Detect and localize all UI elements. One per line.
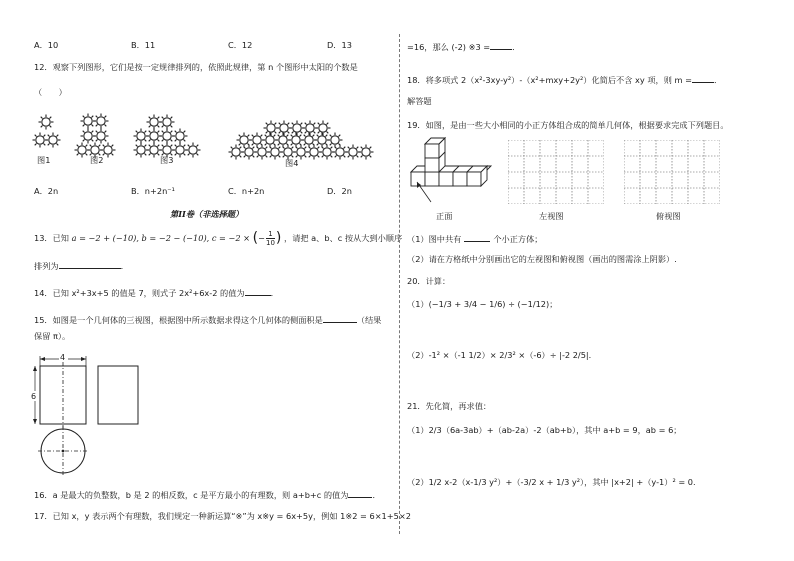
q13-line-1: 13．已知 a = −2 + (−10), b = −2 − (−10), c = −2 × (− $\frac{1}{10}$ ) ，请把 a、b、c 按从大到小顺序 <box>34 230 403 247</box>
q13-line-2: 排列为 . <box>34 261 124 271</box>
q13-suffix: ，请把 a、b、c 按从大到小顺序 <box>284 233 403 243</box>
q17-continued: =16，那么 (-2) ※3 = ． <box>407 42 521 52</box>
q15-line-1: 15．如图是一个几何体的三视图，根据图中所示数据求得这个几何体的侧面积是 （结果 <box>34 315 382 325</box>
figure-2 <box>75 114 116 158</box>
q11-option-d: D．13 <box>327 40 352 50</box>
q12-option-c: C．n+2n <box>228 186 265 196</box>
q13-fraction: $\frac{1}{10}$ <box>266 230 275 247</box>
q12-option-d: D．2n <box>327 186 352 196</box>
q20-sub1: （1）(−1/3 + 3/4 − 1/6) ÷ (−1/12)； <box>407 299 558 309</box>
top-view-grid <box>624 140 720 204</box>
column-divider <box>399 34 400 534</box>
dim-top-label: 4 <box>60 353 66 362</box>
q19-sub2: （2）请在方格纸中分别画出它的左视图和俯视图（画出的图需涂上阴影）. <box>407 254 677 264</box>
q17-answer-blank[interactable] <box>490 40 512 50</box>
q21-title: 21．先化简，再求值： <box>407 401 492 411</box>
q18-answer-blank[interactable] <box>692 73 714 83</box>
q16-answer-blank[interactable] <box>348 488 372 498</box>
q21-sub2: （2）1/2 x-2（x-1/3 y²）+（-3/2 x + 1/3 y²），其中 |x+2| +（y-1）² = 0. <box>407 477 696 487</box>
q19-cube-figure <box>405 136 505 214</box>
figure-4 <box>229 121 374 160</box>
figure-1 <box>33 115 61 148</box>
section-2-title: 第II卷（非选择题） <box>170 209 244 219</box>
q15-three-views <box>28 348 148 476</box>
q17: 17．已知 x，y 表示两个有理数，我们规定一种新运算“※”为 x※y = 6x+5y，例如 1※2 = 6×1+5×2 <box>34 511 411 521</box>
q11-option-b: B．11 <box>131 40 156 50</box>
left-view-grid <box>508 140 604 204</box>
q15-line-2: 保留 π）。 <box>34 331 71 341</box>
q19-sub1: （1）图中共有 个小正方体； <box>407 234 543 244</box>
figure-label-1: 图1 <box>37 155 51 165</box>
figure-3 <box>134 115 201 158</box>
figure-label-3: 图3 <box>160 155 174 165</box>
q19-answer-blank[interactable] <box>464 232 490 242</box>
label-front: 正面 <box>436 211 453 221</box>
dim-side-label: 6 <box>31 392 37 401</box>
figure-label-4: 图4 <box>285 158 299 168</box>
q14: 14．已知 x²+3x+5 的值是 7，则式子 2x²+6x-2 的值为 ． <box>34 288 279 298</box>
q11-option-c: C．12 <box>228 40 253 50</box>
q20-title: 20．计算： <box>407 276 451 286</box>
q12-paren: （ ） <box>34 87 67 97</box>
q12-option-b: B．n+2n⁻¹ <box>131 186 175 196</box>
q15-answer-blank[interactable] <box>323 313 357 323</box>
figure-label-2: 图2 <box>90 155 104 165</box>
q13-prefix: 13．已知 <box>34 233 69 243</box>
q20-sub2: （2）-1² ×（-1 1/2）× 2/3² ×（-6）÷ |-2 2/5|. <box>407 350 592 360</box>
q19-text: 19．如图，是由一些大小相同的小正方体组合成的简单几何体，根据要求完成下列题目。 <box>407 120 729 130</box>
q11-option-a: A．10 <box>34 40 59 50</box>
q14-answer-blank[interactable] <box>245 286 271 296</box>
side-view-rect <box>98 366 138 424</box>
q21-sub1: （1）2/3（6a-3ab）+（ab-2a）-2（ab+b），其中 a+b = 9，ab = 6； <box>407 425 682 435</box>
q18: 18．将多项式 2（x²-3xy-y²）-（x²+mxy+2y²）化简后不含 xy 项，则 m = ． <box>407 75 723 85</box>
q12-option-a: A．2n <box>34 186 59 196</box>
q12-text: 12．观察下列图形，它们是按一定规律排列的，依照此规律，第 n 个图形中太阳的个数是 <box>34 62 358 72</box>
section-answer-title: 解答题 <box>407 96 432 106</box>
q12-sun-figures <box>30 108 390 174</box>
label-top-view: 俯视图 <box>656 211 681 221</box>
q13-answer-blank[interactable] <box>59 259 121 269</box>
q13-expression: a = −2 + (−10), b = −2 − (−10), c = −2 × <box>71 233 251 243</box>
label-left-view: 左视图 <box>539 211 564 221</box>
q16: 16．a 是最大的负整数，b 是 2 的相反数，c 是平方最小的有理数，则 a+b+c 的值为 ． <box>34 490 381 500</box>
